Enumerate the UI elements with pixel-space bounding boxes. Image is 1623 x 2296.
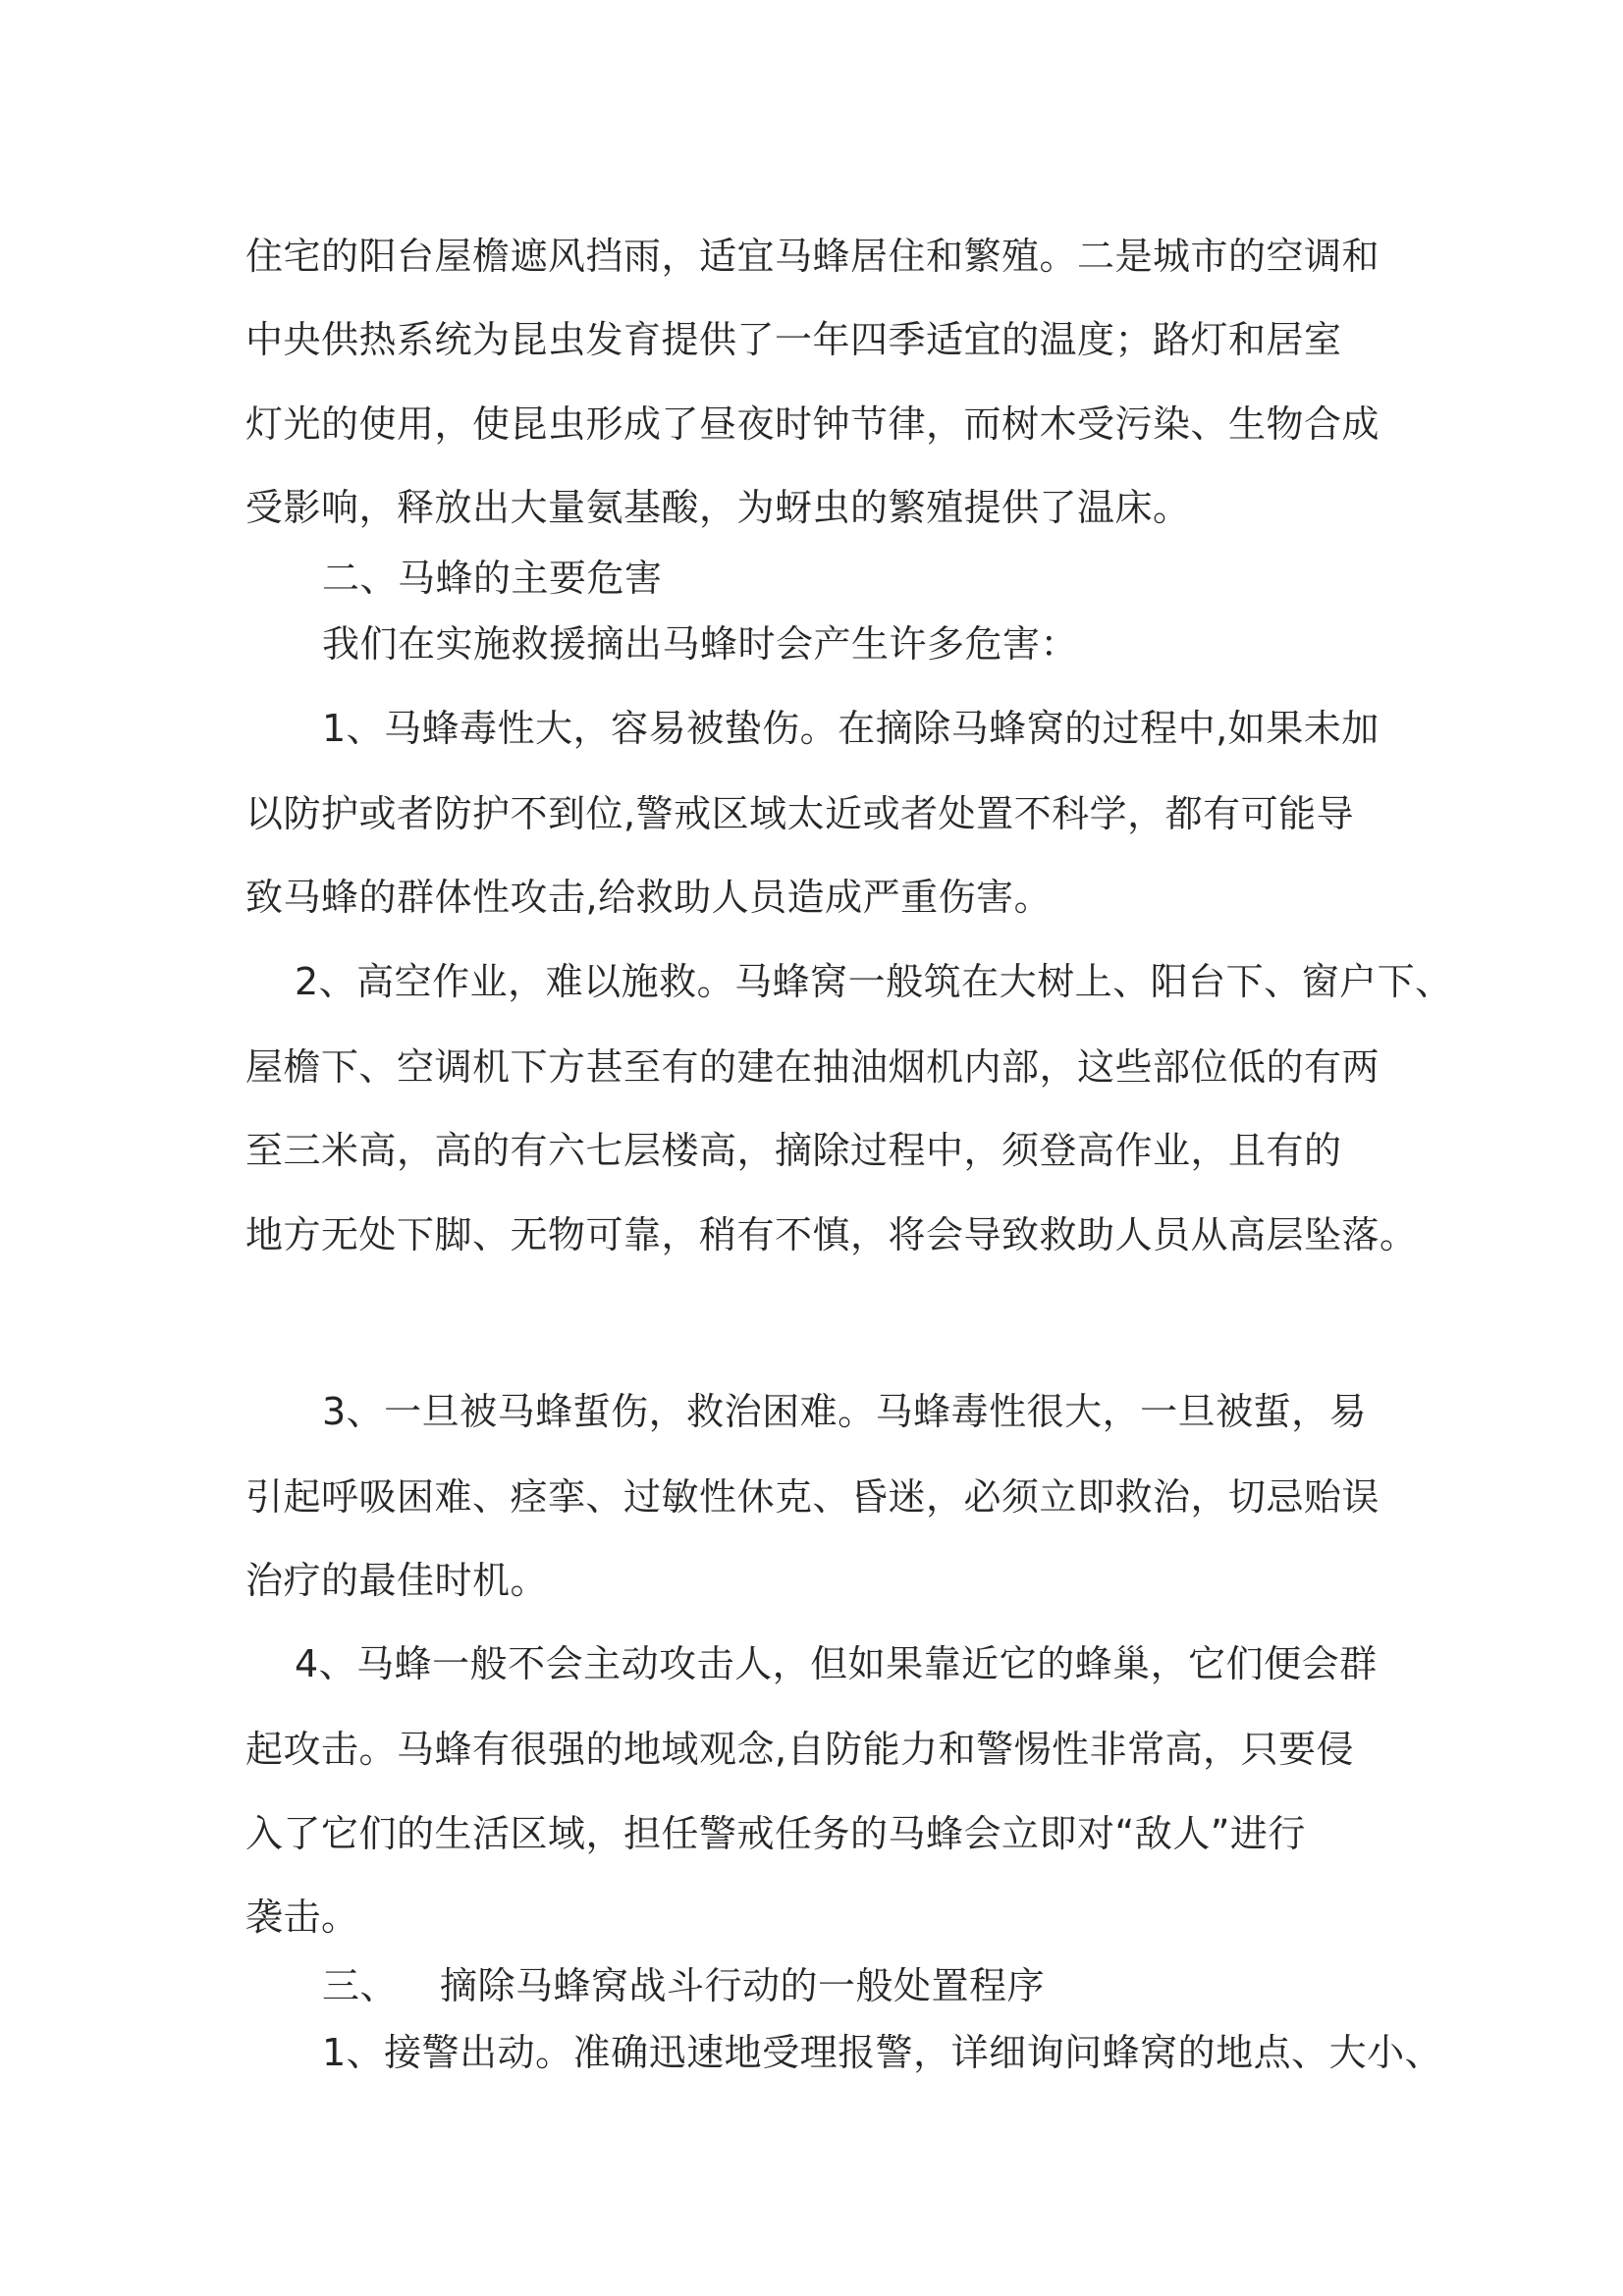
list-item-2-line: 屋檐下、空调机下方甚至有的建在抽油烟机内部，这些部位低的有两	[245, 1045, 1380, 1089]
list-item-4-line: 袭击。	[245, 1896, 359, 1939]
list-item-2-line: 地方无处下脚、无物可靠，稍有不慎，将会导致救助人员从高层坠落。	[245, 1213, 1418, 1256]
list-item-1-line: 致马蜂的群体性攻击,给救助人员造成严重伤害。	[245, 876, 1053, 919]
list-item-2-line: 至三米高，高的有六七层楼高，摘除过程中，须登高作业，且有的	[245, 1129, 1342, 1172]
list-item-1-line: 1、马蜂毒性大，容易被蛰伤。在摘除马蜂窝的过程中,如果未加	[322, 707, 1380, 750]
section-heading-3-number: 三、	[322, 1964, 399, 2007]
paragraph-line: 住宅的阳台屋檐遮风挡雨，适宜马蜂居住和繁殖。二是城市的空调和	[245, 235, 1380, 278]
paragraph-line: 我们在实施救援摘出马蜂时会产生许多危害：	[322, 622, 1079, 666]
list-item-3-line: 3、一旦被马蜂蜇伤，救治困难。马蜂毒性很大，一旦被蜇，易	[322, 1390, 1368, 1433]
list-item-1-line: 以防护或者防护不到位,警戒区域太近或者处置不科学，都有可能导	[245, 792, 1355, 835]
paragraph-line: 受影响，释放出大量氨基酸，为蚜虫的繁殖提供了温床。	[245, 486, 1191, 529]
paragraph-line: 中央供热系统为昆虫发育提供了一年四季适宜的温度；路灯和居室	[245, 318, 1342, 361]
section-heading-3-title: 摘除马蜂窝战斗行动的一般处置程序	[440, 1964, 1046, 2007]
list-item-4-line: 起攻击。马蜂有很强的地域观念,自防能力和警惕性非常高，只要侵	[245, 1728, 1355, 1771]
list-item-4-line: 入了它们的生活区域，担任警戒任务的马蜂会立即对“敌人”进行	[245, 1812, 1306, 1855]
list-item-2-line: 2、高空作业，难以施救。马蜂窝一般筑在大树上、阳台下、窗户下、	[295, 960, 1453, 1003]
list-item-4-line: 4、马蜂一般不会主动攻击人，但如果靠近它的蜂巢，它们便会群	[295, 1642, 1378, 1685]
paragraph-line: 1、接警出动。准确迅速地受理报警，详细询问蜂窝的地点、大小、	[322, 2031, 1443, 2074]
section-heading-2: 二、马蜂的主要危害	[322, 557, 663, 600]
list-item-3-line: 治疗的最佳时机。	[245, 1559, 549, 1602]
paragraph-line: 灯光的使用，使昆虫形成了昼夜时钟节律，而树木受污染、生物合成	[245, 402, 1380, 446]
list-item-3-line: 引起呼吸困难、痉挛、过敏性休克、昏迷，必须立即救治，切忌贻误	[245, 1475, 1380, 1519]
